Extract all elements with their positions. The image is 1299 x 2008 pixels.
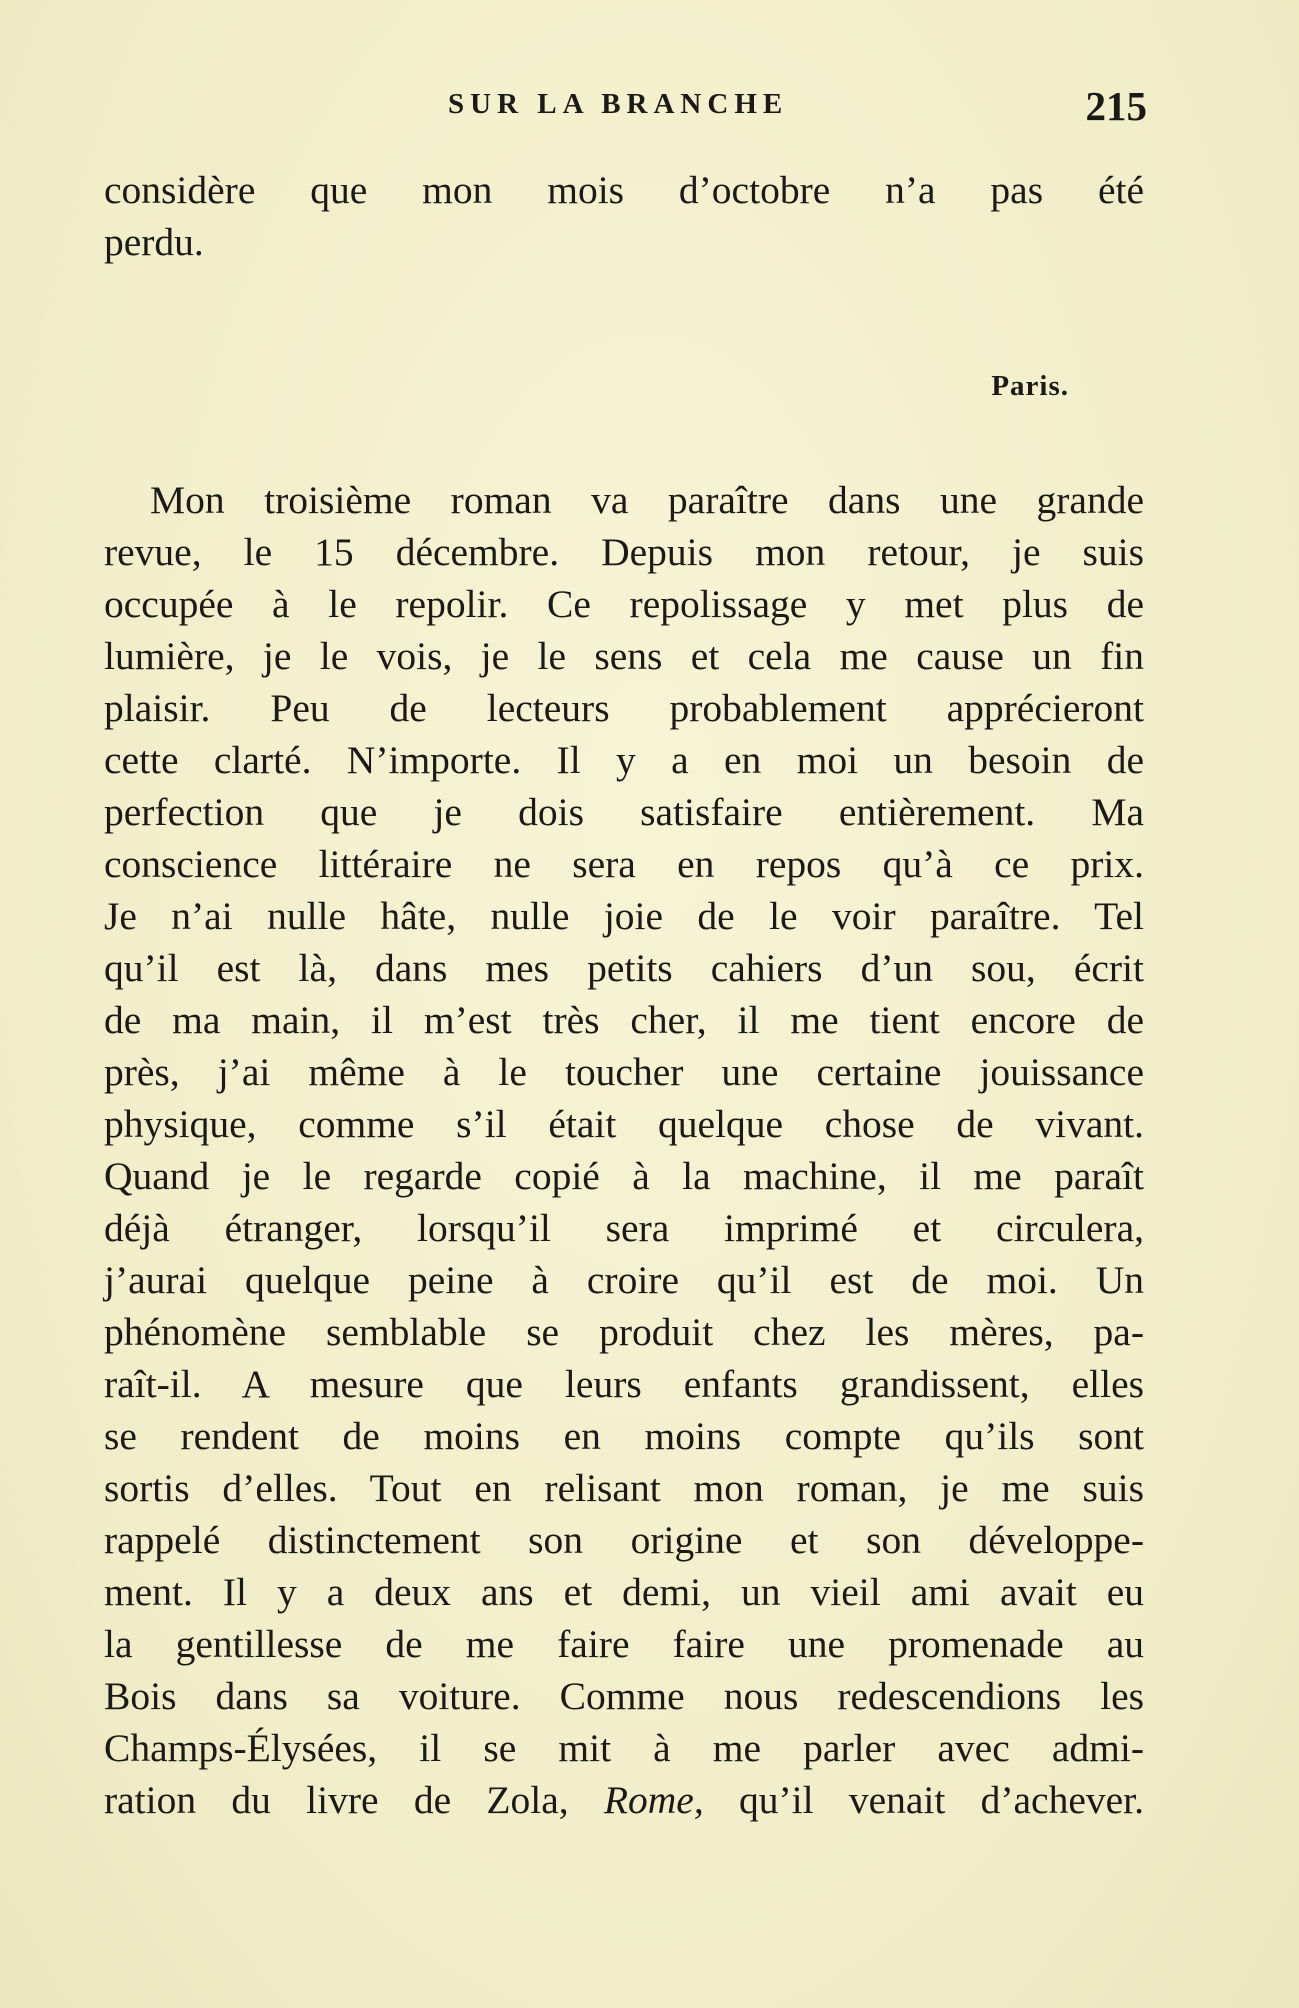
- text-line: revue, le 15 décembre. Depuis mon retour, je suis: [104, 530, 1144, 574]
- book-title-italic: Rome,: [603, 1778, 704, 1822]
- text-line: lumière, je le vois, je le sens et cela me cause un fin: [104, 634, 1144, 678]
- text-line: considère que mon mois d’octobre n’a pas été: [104, 168, 1144, 212]
- text-line: sortis d’elles. Tout en relisant mon roman, je me suis: [104, 1466, 1144, 1510]
- text-line: perdu.: [104, 220, 204, 264]
- text-line: Quand je le regarde copié à la machine, il me paraît: [104, 1154, 1144, 1198]
- text-line: conscience littéraire ne sera en repos qu’à ce prix.: [104, 842, 1144, 886]
- text-line: occupée à le repolir. Ce repolissage y met plus de: [104, 582, 1144, 626]
- text-line: près, j’ai même à le toucher une certaine jouissance: [104, 1050, 1144, 1094]
- text-segment: ration du livre de Zola,: [104, 1778, 604, 1822]
- text-line: raît-il. A mesure que leurs enfants grandissent, elles: [104, 1362, 1144, 1406]
- text-line: plaisir. Peu de lecteurs probablement apprécieront: [104, 686, 1144, 730]
- text-line: cette clarté. N’importe. Il y a en moi un besoin de: [104, 738, 1144, 782]
- text-line: déjà étranger, lorsqu’il sera imprimé et circulera,: [104, 1206, 1144, 1250]
- text-line: Mon troisième roman va paraître dans une grande: [150, 478, 1144, 522]
- text-segment: qu’il venait d’achever.: [703, 1778, 1144, 1822]
- text-line: Champs-Élysées, il se mit à me parler avec admi-: [104, 1726, 1144, 1770]
- text-line: ment. Il y a deux ans et demi, un vieil ami avait eu: [104, 1570, 1144, 1614]
- text-line-final: [104, 1774, 1144, 1826]
- text-line: la gentillesse de me faire faire une promenade au: [104, 1622, 1144, 1666]
- running-header: [0, 82, 1299, 132]
- text-line: Bois dans sa voiture. Comme nous redescendions les: [104, 1674, 1144, 1718]
- text-line: j’aurai quelque peine à croire qu’il est de moi. Un: [104, 1258, 1144, 1302]
- text-line: phénomène semblable se produit chez les mères, pa-: [104, 1310, 1144, 1354]
- text-line: rappelé distinctement son origine et son développe-: [104, 1518, 1144, 1562]
- text-line: Je n’ai nulle hâte, nulle joie de le voir paraître. Tel: [104, 894, 1144, 938]
- running-title: SUR LA BRANCHE: [448, 88, 789, 120]
- text-line: se rendent de moins en moins compte qu’ils sont: [104, 1414, 1144, 1458]
- text-line: qu’il est là, dans mes petits cahiers d’un sou, écrit: [104, 946, 1144, 990]
- page-number: 215: [1085, 83, 1147, 129]
- text-line: perfection que je dois satisfaire entièrement. Ma: [104, 790, 1144, 834]
- paragraph-continued: [104, 164, 1144, 268]
- paragraph-main: [104, 474, 1144, 1826]
- text-line: de ma main, il m’est très cher, il me tient encore de: [104, 998, 1144, 1042]
- place-heading: Paris.: [991, 370, 1069, 402]
- text-line: physique, comme s’il était quelque chose de vivant.: [104, 1102, 1144, 1146]
